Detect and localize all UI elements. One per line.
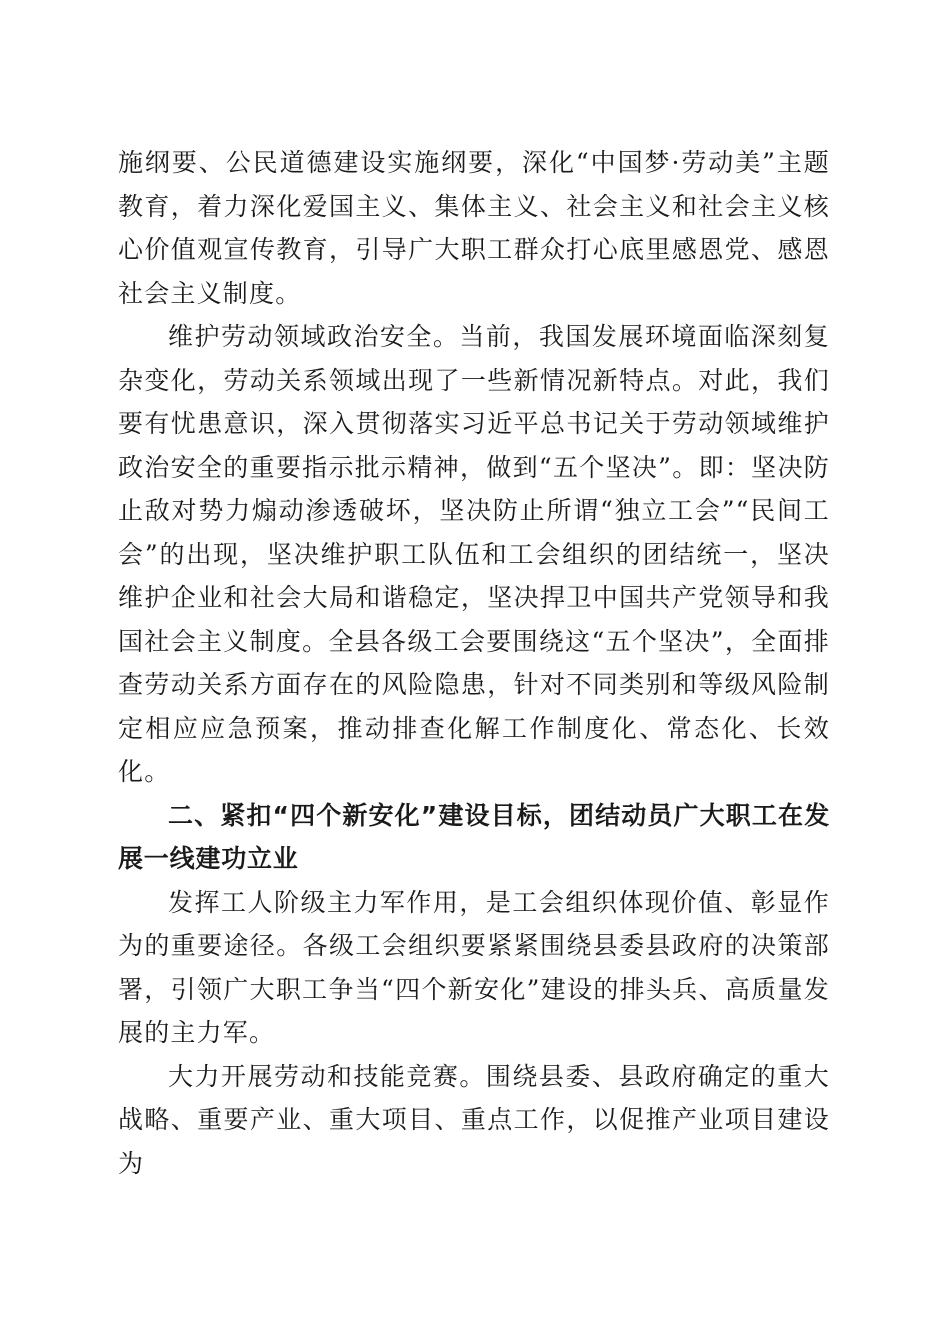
paragraph-continued: 施纲要、公民道德建设实施纲要，深化“中国梦·劳动美”主题教育，着力深化爱国主义、集体主义、社会主义和社会主义核心价值观宣传教育，引导广大职工群众打心底里感恩党、感恩社会主义制度。 bbox=[118, 148, 830, 308]
section-heading: 二、紧扣“四个新安化”建设目标，团结动员广大职工在发展一线建功立业 bbox=[118, 800, 830, 873]
paragraph-labor-political-security: 维护劳动领域政治安全。当前，我国发展环境面临深刻复杂变化，劳动关系领域出现了一些新情况新特点。对此，我们要有忧患意识，深入贯彻落实习近平总书记关于劳动领域维护政治安全的重要指示批示精神，做到“五个坚决”。即：坚决防止敌对势力煽动渗透破坏，坚决防止所谓“独立工会”“民间工会”的出现，坚决维护职工队伍和工会组织的团结统一，坚决维护企业和社会大局和谐稳定，坚决捍卫中国共产党领导和我国社会主义制度。全县各级工会要围绕这“五个坚决”，全面排查劳动关系方面存在的风险隐患，针对不同类别和等级风险制定相应应急预案，推动排查化解工作制度化、常态化、长效化。 bbox=[118, 322, 830, 786]
paragraph-working-class-role: 发挥工人阶级主力军作用，是工会组织体现价值、彰显作为的重要途径。各级工会组织要紧紧围绕县委县政府的决策部署，引领广大职工争当“四个新安化”建设的排头兵、高质量发展的主力军。 bbox=[118, 887, 830, 1047]
document-page bbox=[118, 141, 830, 1185]
paragraph-labor-competition: 大力开展劳动和技能竞赛。围绕县委、县政府确定的重大战略、重要产业、重大项目、重点工作，以促推产业项目建设为 bbox=[118, 1061, 830, 1178]
